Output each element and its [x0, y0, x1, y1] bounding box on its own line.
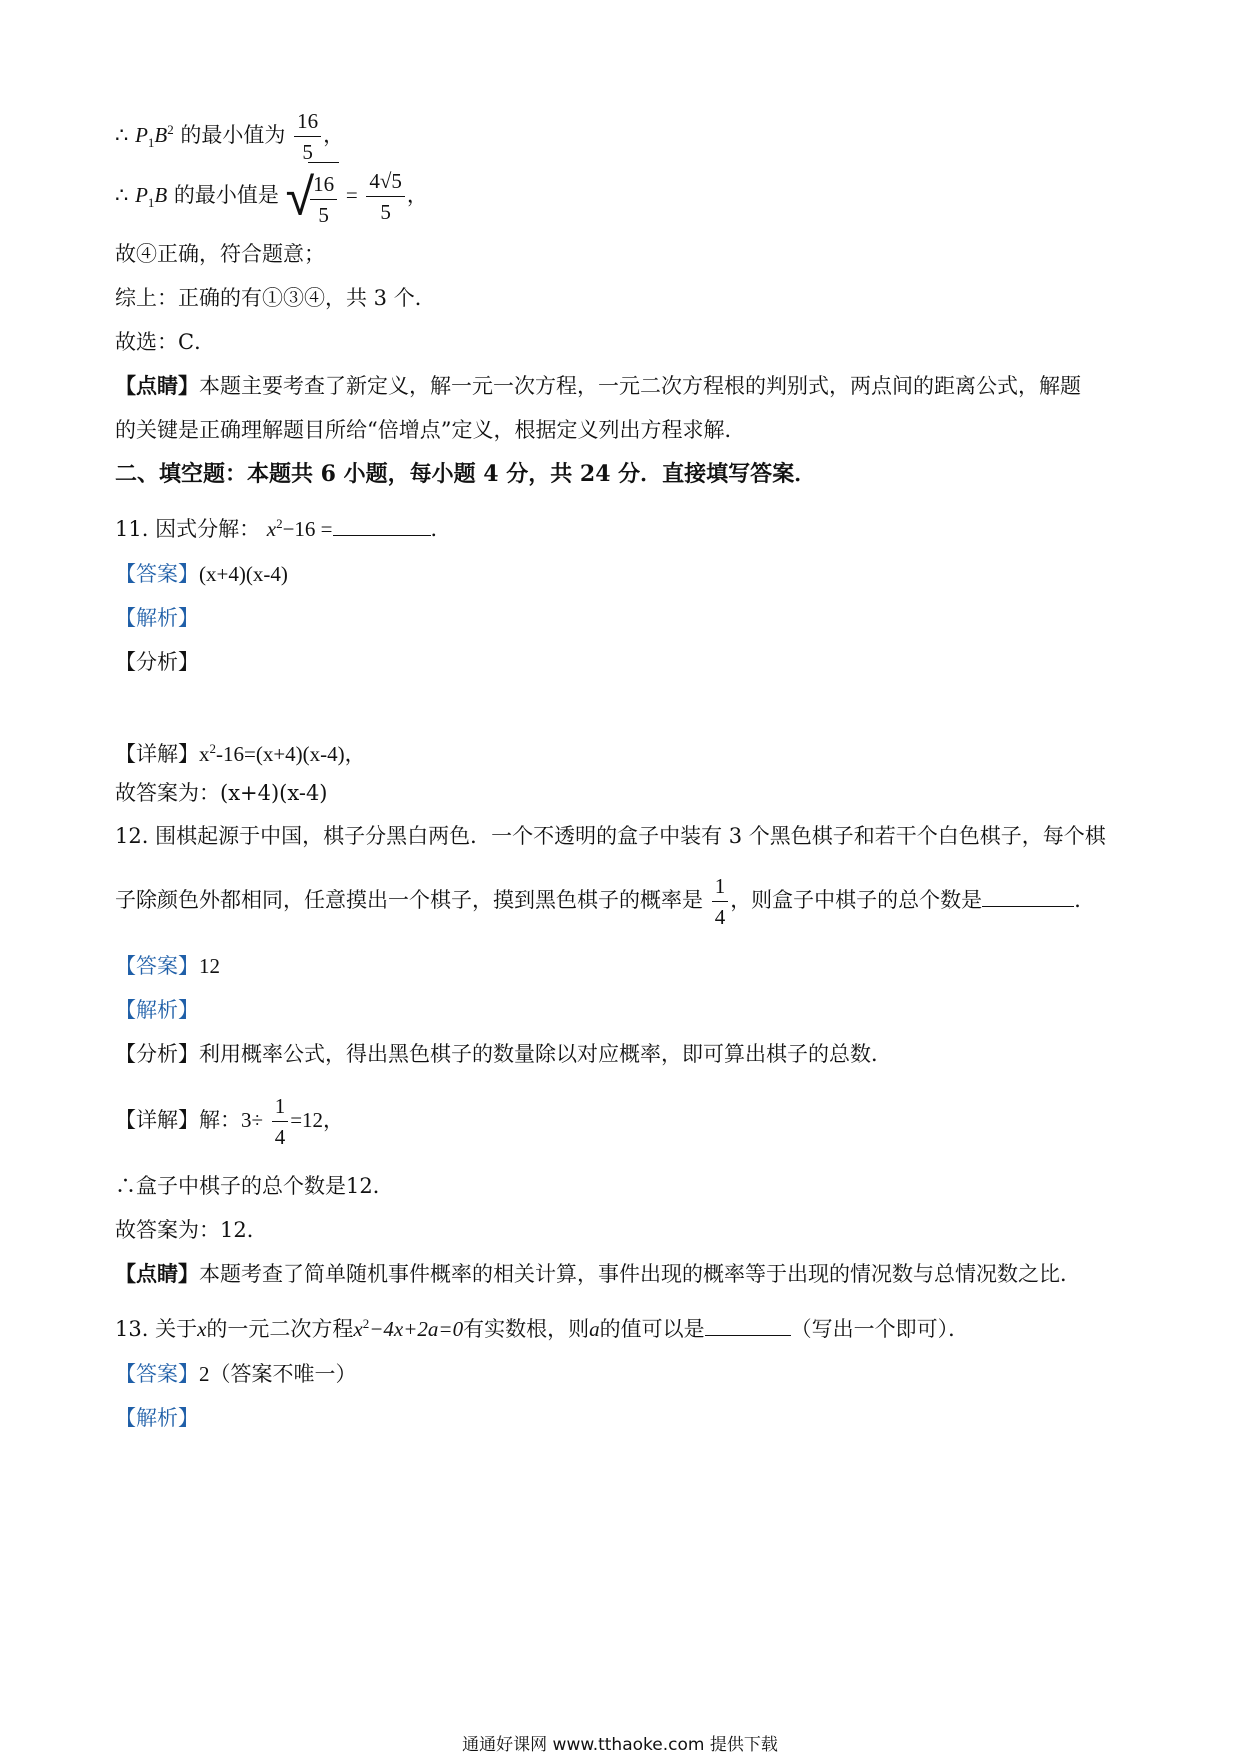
- line-comment-1: [115, 372, 1081, 400]
- therefore-symbol: ∴: [115, 123, 129, 147]
- q11-fenxi: 【分析】: [115, 650, 199, 674]
- q12-comment: [115, 1260, 1081, 1288]
- equation: −4x+2a=0: [369, 1317, 464, 1341]
- text: （写出一个即可）．: [790, 1317, 970, 1341]
- section-title: 二、填空题：本题共 6 小题，每小题 4 分，共 24 分．直接填写答案．: [115, 461, 817, 487]
- radical-icon: √: [285, 167, 315, 227]
- denominator: 5: [380, 200, 391, 224]
- q11-detail: [115, 735, 366, 768]
- answer-value: 2（答案不唯一）: [199, 1362, 357, 1386]
- fraction: [310, 169, 337, 230]
- q11-label: 11. 因式分解：: [115, 517, 261, 541]
- line-min-value-1: [115, 100, 345, 164]
- comma: ，: [323, 123, 345, 147]
- comma: ，: [406, 183, 428, 207]
- q11-final: 故答案为：(x+4)(x-4): [115, 781, 328, 805]
- var-a: a: [589, 1317, 600, 1341]
- detail-tag: 【详解】: [115, 1108, 199, 1132]
- comment-text: 本题主要考查了新定义，解一元一次方程，一元二次方程根的判别式，两点间的距离公式，解题: [199, 374, 1081, 398]
- question-12-line-1: 12. 围棋起源于中国，棋子分黑白两色．一个不透明的盒子中装有 3 个黑色棋子和若干个白色棋子，每个棋: [115, 824, 1106, 848]
- q13-answer: [115, 1360, 357, 1388]
- denominator: 4: [274, 1125, 286, 1149]
- numerator: 16: [294, 106, 321, 137]
- expr-b: =12，: [290, 1108, 345, 1132]
- sub-1: 1: [147, 135, 155, 151]
- answer-tag: 【答案】: [115, 562, 199, 586]
- q12-therefore: ∴盒子中棋子的总个数是12．: [115, 1174, 394, 1198]
- q12-answer: [115, 952, 220, 980]
- q12-jiexi: 【解析】: [115, 998, 199, 1022]
- var-x: x: [353, 1317, 363, 1341]
- answer-value: (x+4)(x-4): [199, 562, 288, 586]
- expr-x: x: [199, 742, 210, 766]
- q12-fenxi: [115, 1040, 892, 1068]
- denominator: 5: [318, 202, 329, 227]
- expr-rest: -16=(x+4)(x-4)，: [216, 742, 366, 766]
- var-x: x: [197, 1317, 207, 1341]
- sub-1: 1: [147, 195, 155, 211]
- line-choose: 故选：C．: [115, 330, 216, 354]
- equals: =: [345, 183, 358, 207]
- q11-jiexi: 【解析】: [115, 606, 199, 630]
- fenxi-tag: 【分析】: [115, 1042, 199, 1066]
- answer-blank: [705, 1313, 791, 1336]
- fraction: [294, 106, 321, 167]
- text: 有实数根，则: [463, 1317, 590, 1341]
- answer-blank: [982, 884, 1074, 907]
- text: 的一元二次方程: [206, 1317, 354, 1341]
- denominator: 4: [714, 905, 726, 929]
- answer-tag: 【答案】: [115, 1362, 199, 1386]
- fraction: [272, 1091, 289, 1152]
- line-summary: 综上：正确的有①③④，共 3 个．: [115, 286, 436, 310]
- numerator: 1: [272, 1091, 289, 1122]
- text: 的值可以是: [599, 1317, 705, 1341]
- question-13: [115, 1310, 969, 1343]
- expr-a: 解：3÷: [199, 1108, 264, 1132]
- text: 子除颜色外都相同，任意摸出一个棋子，摸到黑色棋子的概率是: [115, 888, 703, 912]
- comment-text: 本题考查了简单随机事件概率的相关计算，事件出现的概率等于出现的情况数与总情况数之比．: [199, 1262, 1081, 1286]
- footer-watermark: 通通好课网 www.tthaoke.com 提供下载: [462, 1735, 778, 1755]
- period: ．: [1074, 888, 1096, 912]
- q11-answer: [115, 560, 288, 588]
- text: 的最小值为: [173, 123, 286, 147]
- comment-tag: 【点睛】: [115, 373, 199, 398]
- var-p: P: [135, 123, 148, 147]
- therefore-symbol: ∴: [115, 183, 129, 207]
- comment-tag: 【点睛】: [115, 1261, 199, 1286]
- numerator: 16: [310, 169, 337, 200]
- answer-blank: [333, 513, 431, 536]
- fenxi-text: 利用概率公式，得出黑色棋子的数量除以对应概率，即可算出棋子的总数．: [199, 1042, 892, 1066]
- text: 的最小值是: [167, 183, 279, 207]
- line-comment-2: 的关键是正确理解题目所给“倍增点”定义，根据定义列出方程求解．: [115, 418, 746, 442]
- line-correct-4: 故④正确，符合题意；: [115, 242, 325, 266]
- denominator: 5: [302, 140, 313, 164]
- detail-tag: 【详解】: [115, 742, 199, 766]
- question-11: [115, 510, 452, 543]
- answer-tag: 【答案】: [115, 954, 199, 978]
- numerator: 4√5: [366, 166, 405, 197]
- answer-value: 12: [199, 954, 220, 978]
- sup-2: 2: [362, 1316, 370, 1331]
- numerator: 1: [712, 871, 729, 902]
- q13-jiexi: 【解析】: [115, 1406, 199, 1430]
- fraction-result: [366, 166, 405, 227]
- q12-detail: [115, 1088, 344, 1152]
- sup-2: 2: [276, 516, 283, 531]
- var-p: P: [135, 183, 148, 207]
- expr: −16 =: [282, 517, 333, 541]
- var-b: B: [154, 183, 168, 207]
- line-min-value-2: [115, 160, 428, 230]
- radicand: [308, 162, 339, 233]
- sup-2: 2: [167, 122, 174, 137]
- sup-2: 2: [209, 741, 216, 756]
- var-x: x: [266, 517, 277, 541]
- question-12-line-2: [115, 868, 1095, 932]
- text: 13. 关于: [115, 1317, 198, 1341]
- text: ，则盒子中棋子的总个数是: [730, 888, 983, 912]
- q12-final: 故答案为：12．: [115, 1218, 268, 1242]
- period: ．: [430, 517, 452, 541]
- var-b: B: [154, 123, 168, 147]
- fraction: [712, 871, 729, 932]
- sqrt: [286, 161, 340, 233]
